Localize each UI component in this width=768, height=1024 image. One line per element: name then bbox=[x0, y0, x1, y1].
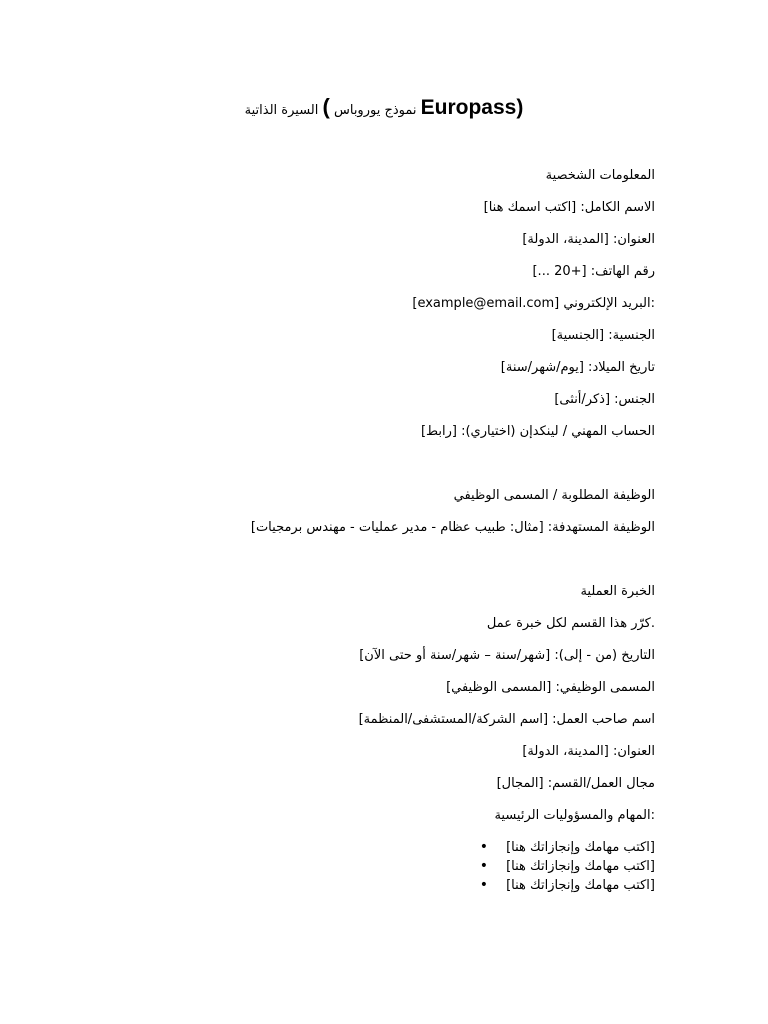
duties-heading: :المهام والمسؤوليات الرئيسية bbox=[494, 808, 655, 823]
title-arabic-before: نموذج يوروباس bbox=[333, 103, 417, 118]
title-latin: Europass) bbox=[420, 96, 524, 119]
field-line: مجال العمل/القسم: [المجال] bbox=[496, 776, 655, 791]
employer-line: اسم صاحب العمل: [اسم الشركة/المستشفى/المنظمة] bbox=[358, 712, 655, 727]
phone-line: رقم الهاتف: [+20 ...] bbox=[532, 264, 655, 279]
experience-address-line: العنوان: [المدينة، الدولة] bbox=[522, 744, 655, 759]
duty-text: [اكتب مهامك وإنجازاتك هنا] bbox=[506, 878, 655, 893]
title-arabic-after: السيرة الذاتية bbox=[244, 103, 319, 118]
list-item bbox=[355, 857, 655, 876]
address-line: العنوان: [المدينة، الدولة] bbox=[522, 232, 655, 247]
title-paren: ( bbox=[322, 94, 330, 119]
personal-heading: المعلومات الشخصية bbox=[545, 168, 655, 183]
experience-date-line: التاريخ (من - إلى): [شهر/سنة – شهر/سنة أو حتى الآن] bbox=[359, 648, 655, 663]
bullet-icon: • bbox=[479, 839, 488, 855]
duty-text: [اكتب مهامك وإنجازاتك هنا] bbox=[506, 840, 655, 855]
experience-heading: الخبرة العملية bbox=[580, 584, 655, 599]
linkedin-line: الحساب المهني / لينكدإن (اختياري): [رابط] bbox=[420, 424, 655, 439]
job-title-line: المسمى الوظيفي: [المسمى الوظيفي] bbox=[446, 680, 655, 695]
target-job-line: الوظيفة المستهدفة: [مثال: طبيب عظام - مدير عمليات - مهندس برمجيات] bbox=[250, 520, 655, 535]
list-item bbox=[355, 838, 655, 857]
bullet-icon: • bbox=[479, 858, 488, 874]
list-item bbox=[355, 876, 655, 895]
duties-list bbox=[355, 838, 655, 895]
job-heading: الوظيفة المطلوبة / المسمى الوظيفي bbox=[453, 488, 655, 503]
email-line: :البريد الإلكتروني [example@email.com] bbox=[412, 296, 655, 311]
duty-text: [اكتب مهامك وإنجازاتك هنا] bbox=[506, 859, 655, 874]
full-name-line: الاسم الكامل: [اكتب اسمك هنا] bbox=[483, 200, 655, 215]
nationality-line: الجنسية: [الجنسية] bbox=[551, 328, 655, 343]
bullet-icon: • bbox=[479, 877, 488, 893]
experience-note: .كرّر هذا القسم لكل خبرة عمل bbox=[486, 616, 655, 631]
document-title bbox=[0, 94, 768, 120]
birth-date-line: تاريخ الميلاد: [يوم/شهر/سنة] bbox=[500, 360, 655, 375]
gender-line: الجنس: [ذكر/أنثى] bbox=[554, 392, 655, 407]
